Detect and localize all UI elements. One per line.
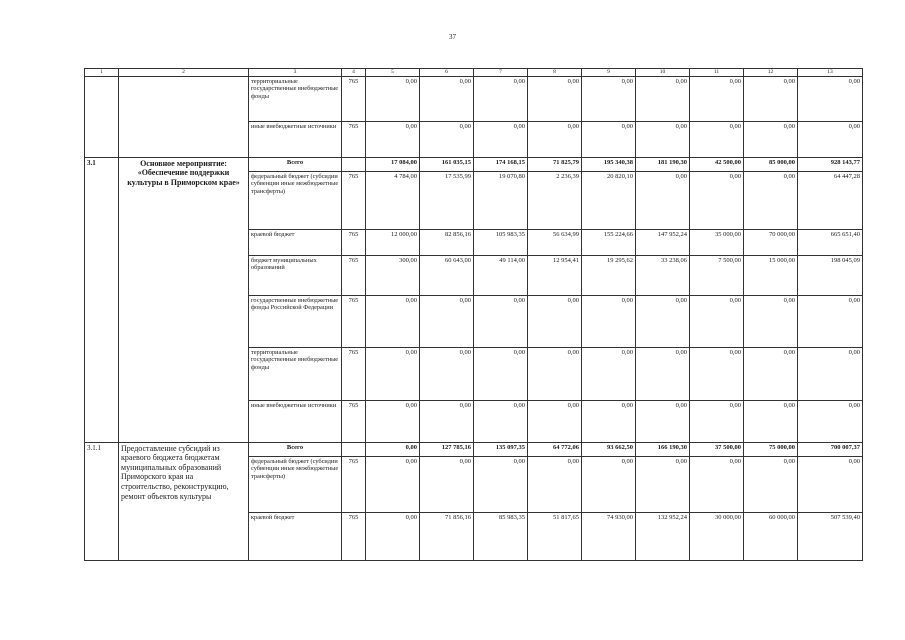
amount-cell: 0,00 [582, 76, 636, 121]
amount-cell: 0,00 [366, 295, 420, 347]
amount-cell: 0,00 [528, 295, 582, 347]
amount-cell: 0,00 [636, 295, 690, 347]
amount-cell: 2 236,39 [528, 171, 582, 229]
amount-cell: 0,00 [474, 76, 528, 121]
amount-cell: 928 143,77 [798, 157, 863, 171]
amount-cell: 33 238,06 [636, 255, 690, 295]
amount-cell: 0,00 [420, 295, 474, 347]
amount-cell: 19 295,62 [582, 255, 636, 295]
amount-cell: 19 070,80 [474, 171, 528, 229]
kbk-code: 765 [342, 295, 366, 347]
amount-cell: 127 785,16 [420, 442, 474, 456]
amount-cell: 0,00 [366, 76, 420, 121]
amount-cell: 132 952,24 [636, 512, 690, 560]
amount-cell: 15 000,00 [744, 255, 798, 295]
amount-cell: 0,00 [744, 171, 798, 229]
funding-source: краевой бюджет [249, 512, 342, 560]
amount-cell: 0,00 [744, 347, 798, 400]
amount-cell: 0,00 [366, 121, 420, 157]
amount-cell: 49 114,00 [474, 255, 528, 295]
column-number-header: 10 [636, 69, 690, 77]
column-number-header: 5 [366, 69, 420, 77]
table-row [85, 76, 863, 121]
amount-cell: 0,00 [744, 76, 798, 121]
event-code: 3.1 [85, 157, 119, 442]
amount-cell: 0,00 [744, 121, 798, 157]
column-number-header: 12 [744, 69, 798, 77]
column-number-header: 4 [342, 69, 366, 77]
amount-cell: 0,00 [744, 456, 798, 512]
amount-cell: 70 000,00 [744, 229, 798, 255]
amount-cell: 0,00 [528, 456, 582, 512]
amount-cell: 155 224,66 [582, 229, 636, 255]
funding-source: территориальные государственные внебюджетные фонды [249, 76, 342, 121]
amount-cell: 0,00 [366, 400, 420, 442]
column-number-header: 11 [690, 69, 744, 77]
funding-source: территориальные государственные внебюджетные фонды [249, 347, 342, 400]
kbk-code: 765 [342, 171, 366, 229]
amount-cell: 37 500,00 [690, 442, 744, 456]
amount-cell: 0,00 [690, 456, 744, 512]
amount-cell: 0,00 [690, 295, 744, 347]
amount-cell: 56 634,99 [528, 229, 582, 255]
amount-cell: 0,00 [690, 171, 744, 229]
amount-cell: 0,00 [366, 442, 420, 456]
amount-cell: 4 784,00 [366, 171, 420, 229]
amount-cell: 60 000,00 [744, 512, 798, 560]
page-number: 37 [449, 33, 456, 41]
amount-cell: 51 817,65 [528, 512, 582, 560]
amount-cell: 0,00 [690, 400, 744, 442]
amount-cell: 12 000,00 [366, 229, 420, 255]
column-number-header: 6 [420, 69, 474, 77]
amount-cell: 0,00 [636, 171, 690, 229]
amount-cell: 82 856,16 [420, 229, 474, 255]
funding-source: краевой бюджет [249, 229, 342, 255]
kbk-code: 765 [342, 255, 366, 295]
amount-cell: 0,00 [690, 121, 744, 157]
table-row-total [85, 157, 863, 171]
amount-cell: 0,00 [582, 400, 636, 442]
amount-cell: 0,00 [528, 347, 582, 400]
kbk-code: 765 [342, 512, 366, 560]
amount-cell: 135 097,35 [474, 442, 528, 456]
column-number-row [85, 69, 863, 77]
amount-cell: 665 651,40 [798, 229, 863, 255]
kbk-code: 765 [342, 229, 366, 255]
budget-table [84, 68, 863, 561]
kbk-code: 765 [342, 347, 366, 400]
amount-cell: 85 983,35 [474, 512, 528, 560]
amount-cell: 0,00 [582, 121, 636, 157]
event-name: Предоставление субсидий из краевого бюджета бюджетам муниципальных образований Приморского края на строительство, реконструкцию, ремонт объектов культуры [119, 442, 249, 560]
column-number-header: 2 [119, 69, 249, 77]
amount-cell: 0,00 [744, 295, 798, 347]
amount-cell: 195 340,38 [582, 157, 636, 171]
table-row-total [85, 442, 863, 456]
amount-cell: 0,00 [636, 456, 690, 512]
amount-cell: 0,00 [528, 121, 582, 157]
amount-cell: 0,00 [474, 295, 528, 347]
amount-cell: 181 190,30 [636, 157, 690, 171]
amount-cell: 161 035,15 [420, 157, 474, 171]
event-code: 3.1.1 [85, 442, 119, 560]
amount-cell: 300,00 [366, 255, 420, 295]
amount-cell: 0,00 [744, 400, 798, 442]
table-body [85, 76, 863, 560]
funding-source: иные внебюджетные источники [249, 121, 342, 157]
amount-cell: 7 500,00 [690, 255, 744, 295]
column-number-header: 7 [474, 69, 528, 77]
kbk-code [342, 157, 366, 171]
amount-cell: 0,00 [690, 347, 744, 400]
kbk-code: 765 [342, 456, 366, 512]
kbk-code: 765 [342, 121, 366, 157]
amount-cell: 174 168,15 [474, 157, 528, 171]
amount-cell: 93 662,50 [582, 442, 636, 456]
amount-cell: 0,00 [798, 295, 863, 347]
amount-cell: 35 000,00 [690, 229, 744, 255]
kbk-code: 765 [342, 400, 366, 442]
amount-cell: 0,00 [366, 347, 420, 400]
amount-cell: 166 190,30 [636, 442, 690, 456]
amount-cell: 74 930,00 [582, 512, 636, 560]
amount-cell: 64 447,28 [798, 171, 863, 229]
funding-source: государственные внебюджетные фонды Российской Федерации [249, 295, 342, 347]
amount-cell: 0,00 [690, 76, 744, 121]
funding-source: федеральный бюджет (субсидии субвенции иные межбюджетные трансферты) [249, 171, 342, 229]
amount-cell: 0,00 [420, 121, 474, 157]
column-number-header: 8 [528, 69, 582, 77]
event-name: Основное мероприятие: «Обеспечение поддержки культуры в Приморском крае» [119, 157, 249, 442]
amount-cell: 0,00 [582, 456, 636, 512]
amount-cell: 0,00 [636, 347, 690, 400]
amount-cell: 198 045,09 [798, 255, 863, 295]
amount-cell: 0,00 [420, 347, 474, 400]
funding-source: бюджет муниципальных образований [249, 255, 342, 295]
column-number-header: 9 [582, 69, 636, 77]
amount-cell: 0,00 [366, 512, 420, 560]
amount-cell: 147 952,24 [636, 229, 690, 255]
amount-cell: 42 500,00 [690, 157, 744, 171]
amount-cell: 0,00 [798, 121, 863, 157]
amount-cell: 12 954,41 [528, 255, 582, 295]
amount-cell: 0,00 [474, 121, 528, 157]
amount-cell: 0,00 [474, 347, 528, 400]
column-number-header: 13 [798, 69, 863, 77]
amount-cell: 64 772,06 [528, 442, 582, 456]
funding-source: федеральный бюджет (субсидии субвенции иные межбюджетные трансферты) [249, 456, 342, 512]
amount-cell: 71 825,79 [528, 157, 582, 171]
amount-cell: 105 983,35 [474, 229, 528, 255]
column-number-header: 1 [85, 69, 119, 77]
event-code [85, 76, 119, 157]
amount-cell: 700 007,37 [798, 442, 863, 456]
amount-cell: 85 000,00 [744, 157, 798, 171]
amount-cell: 71 856,16 [420, 512, 474, 560]
funding-source: иные внебюджетные источники [249, 400, 342, 442]
amount-cell: 0,00 [528, 76, 582, 121]
amount-cell: 30 000,00 [690, 512, 744, 560]
amount-cell: 0,00 [636, 76, 690, 121]
funding-source: Всего [249, 157, 342, 171]
amount-cell: 0,00 [636, 121, 690, 157]
amount-cell: 0,00 [528, 400, 582, 442]
amount-cell: 0,00 [420, 400, 474, 442]
amount-cell: 0,00 [420, 456, 474, 512]
amount-cell: 0,00 [798, 347, 863, 400]
kbk-code [342, 442, 366, 456]
amount-cell: 0,00 [474, 456, 528, 512]
event-name [119, 76, 249, 157]
amount-cell: 0,00 [798, 76, 863, 121]
amount-cell: 17 535,99 [420, 171, 474, 229]
amount-cell: 20 820,10 [582, 171, 636, 229]
amount-cell: 17 084,00 [366, 157, 420, 171]
amount-cell: 0,00 [474, 400, 528, 442]
amount-cell: 0,00 [582, 347, 636, 400]
amount-cell: 60 643,00 [420, 255, 474, 295]
amount-cell: 0,00 [798, 400, 863, 442]
column-number-header: 3 [249, 69, 342, 77]
amount-cell: 0,00 [636, 400, 690, 442]
amount-cell: 75 000,00 [744, 442, 798, 456]
amount-cell: 0,00 [420, 76, 474, 121]
amount-cell: 0,00 [582, 295, 636, 347]
funding-source: Всего [249, 442, 342, 456]
amount-cell: 0,00 [366, 456, 420, 512]
kbk-code: 765 [342, 76, 366, 121]
amount-cell: 0,00 [798, 456, 863, 512]
amount-cell: 507 539,40 [798, 512, 863, 560]
